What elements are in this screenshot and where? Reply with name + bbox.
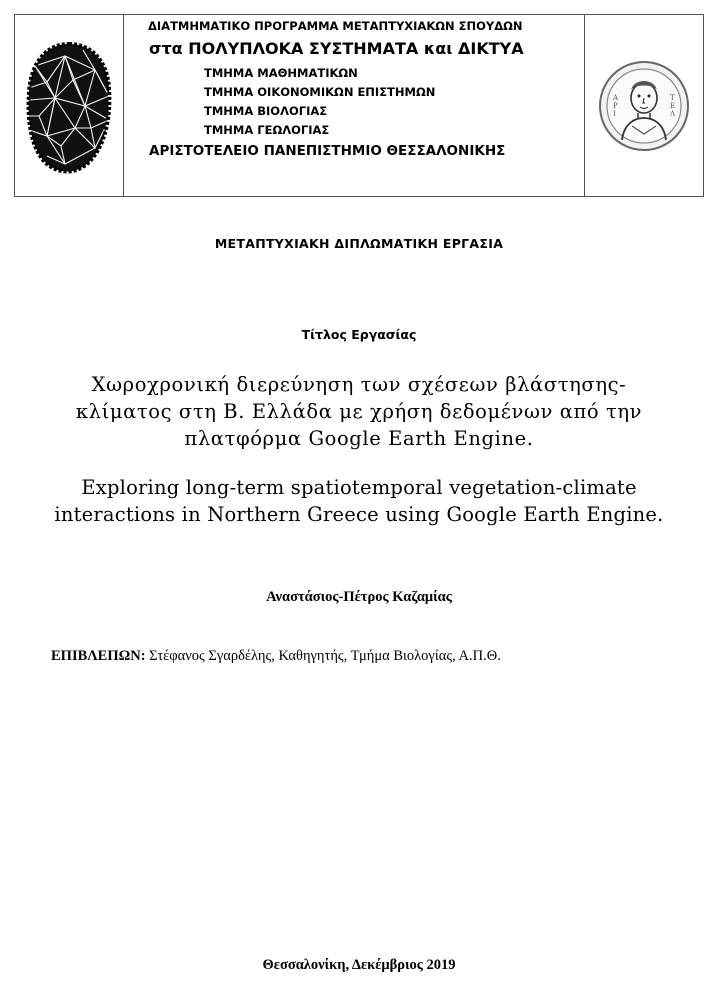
header-left-cell xyxy=(15,15,124,196)
thesis-title-greek: Χωροχρονική διερεύνηση των σχέσεων βλάστησης-κλίματος στη Β. Ελλάδα με χρήση δεδομένων από την πλατφόρμα Google Earth Engine. xyxy=(75,373,643,450)
department-economics: ΤΜΗΜΑ ΟΙΚΟΝΟΜΙΚΩΝ ΕΠΙΣΤΗΜΩΝ xyxy=(204,85,436,99)
svg-text:Ρ: Ρ xyxy=(613,101,618,110)
header-table xyxy=(14,14,704,197)
document-type: ΜΕΤΑΠΤΥΧΙΑΚΗ ΔΙΠΛΩΜΑΤΙΚΗ ΕΡΓΑΣΙΑ xyxy=(214,236,504,251)
supervisor-label: ΕΠΙΒΛΕΠΩΝ: xyxy=(51,648,146,664)
svg-text:Ι: Ι xyxy=(613,109,616,118)
program-name: ΔΙΑΤΜΗΜΑΤΙΚΟ ΠΡΟΓΡΑΜΜΑ ΜΕΤΑΠΤΥΧΙΑΚΩΝ ΣΠΟΥΔΩΝ xyxy=(148,19,523,33)
university-name: ΑΡΙΣΤΟΤΕΛΕΙΟ ΠΑΝΕΠΙΣΤΗΜΙΟ ΘΕΣΣΑΛΟΝΙΚΗΣ xyxy=(149,143,506,159)
svg-text:Λ: Λ xyxy=(670,109,676,118)
title-label: Τίτλος Εργασίας xyxy=(301,327,417,342)
department-biology: ΤΜΗΜΑ ΒΙΟΛΟΓΙΑΣ xyxy=(204,104,328,118)
department-mathematics: ΤΜΗΜΑ ΜΑΘΗΜΑΤΙΚΩΝ xyxy=(204,66,358,80)
svg-text:Ε: Ε xyxy=(670,101,676,110)
place-date: Θεσσαλονίκη, Δεκέμβριος 2019 xyxy=(262,957,456,973)
svg-text:Τ: Τ xyxy=(670,93,675,102)
svg-text:Α: Α xyxy=(613,93,619,102)
author-name: Αναστάσιος-Πέτρος Καζαμίας xyxy=(266,589,452,605)
header-text-cell xyxy=(124,15,585,196)
university-seal-icon xyxy=(598,60,690,152)
supervisor-value: Στέφανος Σγαρδέλης, Καθηγητής, Τμήμα Βιολογίας, Α.Π.Θ. xyxy=(149,648,501,664)
program-subtitle: στα ΠΟΛΥΠΛΟΚΑ ΣΥΣΤΗΜΑΤΑ και ΔΙΚΤΥΑ xyxy=(149,39,524,58)
thesis-title-english: Exploring long-term spatiotemporal vegetation-climate interactions in Northern Greece using Google Earth Engine. xyxy=(54,476,664,526)
supervisor-line xyxy=(51,648,501,665)
department-geology: ΤΜΗΜΑ ΓΕΩΛΟΓΙΑΣ xyxy=(204,123,330,137)
network-logo-icon xyxy=(25,36,113,176)
header-right-cell xyxy=(585,15,703,196)
